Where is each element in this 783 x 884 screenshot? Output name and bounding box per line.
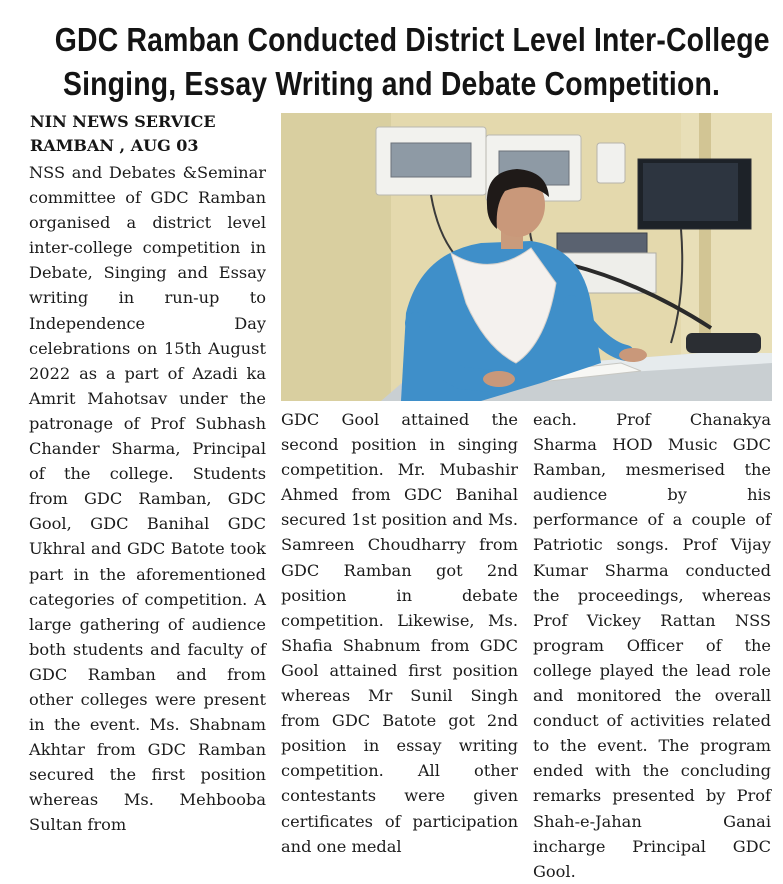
student-speaking-at-podium-photo <box>281 113 772 401</box>
article-column-1: NSS and Debates &Seminar committee of GDC Ramban organised a district level inter-college competition in Debate, Singing and Essay writing in run-up to Independence Day celebrations on 15th August 2022 as a part of Azadi ka Amrit Mahotsav under the patronage of Prof Subhash Chander Sharma, Principal of the college. Students from GDC Ramban, GDC Gool, GDC Banihal GDC Ukhral and GDC Batote took part in the aforementioned categories of competition. A large gathering of audience both students and faculty of GDC Ramban and from other colleges were present in the event. Ms. Shabnam Akhtar from GDC Ramban secured the first position whereas Ms. Mehbooba Sultan from <box>29 163 266 835</box>
byline-dateline: RAMBAN , AUG 03 <box>30 136 199 155</box>
byline <box>30 110 270 158</box>
headline <box>54 18 770 106</box>
headline-line-2: Singing, Essay Writing and Debate Competition. <box>62 65 721 102</box>
headline-line-1: GDC Ramban Conducted District Level Inter-College <box>54 21 770 58</box>
article-column-3: each. Prof Chanakya Sharma HOD Music GDC Ramban, mesmerised the audience by his performance of a couple of Patriotic songs. Prof Vijay Kumar Sharma conducted the proceedings, whereas Prof Vickey Rattan NSS program Officer of the college played the lead role and monitored the overall conduct of activities related to the event. The program ended with the concluding remarks presented by Prof Shah-e-Jahan Ganai incharge Principal GDC Gool. <box>533 410 771 881</box>
byline-agency: NIN NEWS SERVICE <box>30 112 216 131</box>
news-photo <box>281 113 772 401</box>
article-column-2: GDC Gool attained the second position in singing competition. Mr. Mubashir Ahmed from GDC Banihal secured 1st position and Ms. Samreen Choudharry from GDC Ramban got 2nd position in debate competition. Likewise, Ms. Shafia Shabnum from GDC Gool attained first position whereas Mr Sunil Singh from GDC Batote got 2nd position in essay writing competition. All other contestants were given certificates of participation and one medal <box>281 410 518 856</box>
